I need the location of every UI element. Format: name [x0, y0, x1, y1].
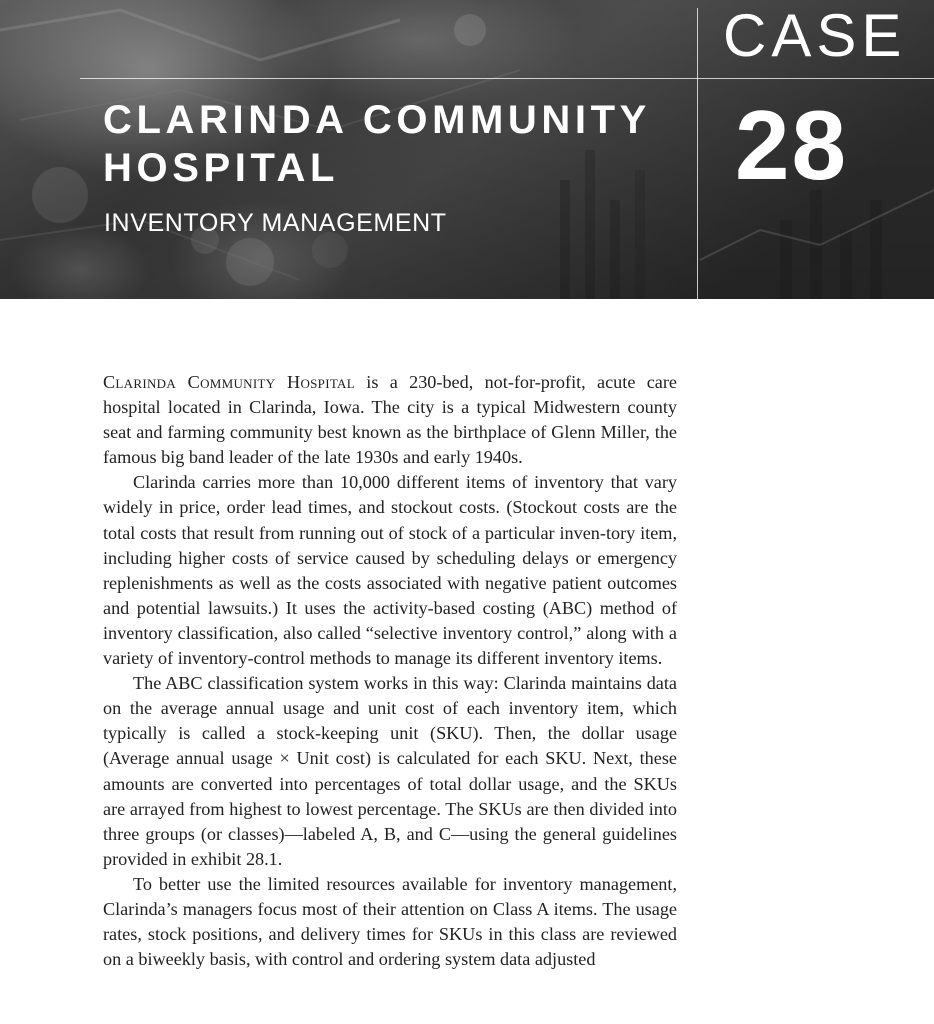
header-horizontal-rule: [80, 78, 934, 79]
paragraph-2: Clarinda carries more than 10,000 different items of inventory that vary widely in price, order lead times, and stockout costs. (Stockout costs are the total costs that result from running out of stock of a particular inven-tory item, including higher costs of service caused by scheduling delays or emergency replenishments as well as the costs associated with negative patient outcomes and potential lawsuits.) It uses the activity-based costing (ABC) method of inventory classification, also called “selective inventory control,” along with a variety of inventory-control methods to manage its different inventory items.: [103, 472, 677, 669]
case-title-line-1: CLARINDA COMMUNITY: [103, 98, 651, 142]
header-banner: [0, 0, 934, 299]
paragraph-3: The ABC classification system works in this way: Clarinda maintains data on the average annual usage and unit cost of each inventory item, which typically is called a stock-keeping unit (SKU). Then, the dollar usage (Average annual usage × Unit cost) is calculated for each SKU. Next, these amounts are converted into percentages of total dollar usage, and the SKUs are arrayed from highest to lowest percentage. The SKUs are then divided into three groups (or classes)—labeled A, B, and C—using the general guidelines provided in exhibit 28.1.: [103, 673, 677, 869]
paragraph-1-text: is a 230-bed, not-for-profit, acute care hospital located in Clarinda, Iowa. The city is a typical Midwestern county seat and farming community best known as the birthplace of Glenn Miller, the famous big band leader of the late 1930s and early 1940s.: [103, 372, 677, 468]
case-title-line-2: HOSPITAL: [103, 146, 340, 190]
case-label: CASE: [723, 2, 907, 69]
case-subtitle: INVENTORY MANAGEMENT: [104, 209, 447, 237]
case-body-text: [103, 370, 677, 972]
header-vertical-rule: [697, 8, 698, 299]
case-number: 28: [735, 90, 849, 200]
paragraph-4: To better use the limited resources available for inventory management, Clarinda’s managers focus most of their attention on Class A items. The usage rates, stock positions, and delivery times for SKUs in this class are reviewed on a biweekly basis, with control and ordering system data adjusted: [103, 873, 677, 970]
paragraph-1: [103, 370, 677, 470]
lead-in-small-caps: Clarinda Community Hospital: [103, 372, 355, 392]
